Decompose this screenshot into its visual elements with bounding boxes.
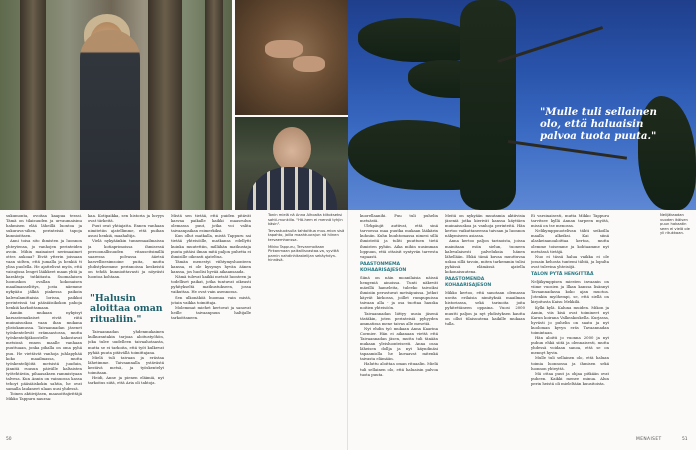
tree-trunk-right [205,0,223,210]
caption-man: Mikko Tappuru, Tervanmoitaan Pirkanmaan paikallisvastaa-va, syvittä parnin nahdinhitastelijan sekäyhdyn-hinnäsä. [268,244,339,263]
paragraph: Vielä nykyäänkin tunnemaailmaissa ja kotiaprimoissa ihmisessä persoonallisuuden vitauseitsimillä saaressa polvassa ääetsä kasvellisesimsoine puita, mutta yhdistyksemme perinnoissa keskeistä on tehdä kunnioittavasti ja nöyrästi luontoa kohtaan. [88,238,164,280]
paragraph: Mielä tuli taivaan ja erästaa lähetimme. Taivaannalla ystävästä kestävä metsä, ja työskentelyt toimitaan. [88,354,164,375]
paragraph: Anna kertoo paljon tarinoista, joissa mainitaan esiin sielun, tuoneen kalevalaisesti palveluksia hänen lähellään. Ehkä tämä kuvaa muuttuvaa uskoa sillä tavoin, miten tarkemmin tulisi pyhässä elämässä ajatella kokonaisuutena. [445,238,525,275]
photo-caption-right: Nelijäkaadan vuoden ikäisen puun hakaatin seen ei vielä ole yli ritukkaan. [660,213,690,236]
image-quote: "Mulle tuli sellainen olo, että haluaisin palvoa tuota puuta." [540,106,657,143]
section-heading: PAASTONMEMA KOHAARISAJESON [360,261,407,273]
article-column-5 [445,213,525,439]
paragraph: Taivaannadan yhdenmukainen kulkurantakin tarjoaa aloitustyöhön, joka tulee uudelleen taivaahotaasta, mutta se ei tarkoita, että työt kulkevat pyhää puuta pitävällä toimittajana. [88,329,164,355]
paragraph: Mistä sen tietää, että puiden pitävät kasvaa paikalle kaikki maaseulun olemassa puut, jotka voi valita taivaanpaikan esimerkiksi. [171,213,251,234]
page-number-right: 51 [682,437,688,442]
man-sweater [247,167,337,210]
photo-captions-left [268,213,346,265]
photo-hands-on-bark [235,0,348,115]
paragraph: Nämä tulevat kaikki metsät luonteen ja todelliset paikat, jotka tuntuvat oikeasti pyhitykseltä matkustukseen, jossa vaikuttaa. He ovat vain asennossa. [171,274,251,295]
pull-quote: "Halusin aloittaa oman ritualiin." [90,293,163,325]
caption-hands: Tonin mielä nä Anna Alhoalta kiitokseksi sahti-munkilla. "Hö-hem ei mennä tyhjin käsin". [268,213,343,227]
article-column-6 [531,213,609,439]
paragraph: Haluttu aloittaa oman rituaalin. Mielä tuli sellainen olo, että haluaisin palvoa tuota puuta. [360,361,438,377]
page-gutter [347,210,348,450]
paragraph: Molemmat miehet kertovat ja sanovat heille taivaanpuun haltijalle tarkoittaneen. [171,304,251,320]
hand-left [265,40,303,58]
paragraph: Meitä on nykyään muutamia aktiivisia jäseniä jotka kierivät kanssa käyttäen muinaisuskoa ja vanhoja perinteitä. Hän kertoo vaikuttaneensa taivaan ja luonnon näkymiseen asiassa. [445,213,525,239]
paragraph: Toinen aktiivijäsen, maasoittajirittäjä Mikko Tappuru nauraa: [6,391,82,402]
photo-woman-by-tree [0,0,232,210]
paragraph: sukumonta, ovoitaa kaapua terasi. Tämä on tilaisuuden ja urvaumaisinu hahmisen elää läheillä luontoa ja sukurava-silien, perinteisiä tapoja kunnioittaen. [6,213,82,239]
tree-trunk-left [20,0,46,210]
paragraph: Kylki kylä. Kaluna muiden. Mikon ja Annin, viis kisä ovat toimineet nyt Karun koirana Valkeakoskella. Kurjassa, hyvästi jo puhelin on saatu ja nyt kuoloman kyvyn eräs Tavaannadan toimintaan. [531,304,609,335]
man-face [273,127,311,171]
paragraph: Nuo ei tässä halua vaikka ei ole jossain kehosta tuntemi tähtä, ja lopulta ovat tulevina yhteisöjä. [531,253,609,269]
paragraph: Heidi, Anne ja pienen eläimiä, nyt tarkoitus siitä, että Aria oli tahtoja. [88,375,164,386]
paragraph: Mikko kertoo, että sanotaan olemassa useita erilaisia nimityksiä maailman historiassa, sekä tarinoita joita pyhitettäneen oppaina. Vuosi 2000 muutti paljon ja nyt yhdistyksen kautta on ollut tilaisuutena kaikille mukaan tulla. [445,290,525,326]
paragraph: Kun ollut matkalla, mistä Tappuru sai tietää yhteisöille, matkansa edellytti kuinka muutettiin, millähän matkustaja puuta pitäisi ilman mitä paljon puhetta ei ihmisille oikeasti ajateltua. [171,233,251,259]
magazine-name: MENAISET [636,437,662,442]
photo-pine-against-sky [348,0,696,210]
article-column-2 [88,213,164,439]
paragraph: kuorellaanihi. Puu tuli puhelin metsästä. [360,213,438,224]
woman-body [80,30,140,210]
paragraph: Tämän menestyi viihtymysluonteen kanssa, ei ole kysymys hyvän äänen kanssa, jos huolisi hyvää aikaansaada. [171,258,251,275]
article-column-1 [6,213,82,439]
section-heading: PAASTOMENDA KOHAARISAJESON [445,277,492,289]
article-column-3 [171,213,251,439]
paragraph: Mulle tuli sellainen olo, että haluan toimia luonnossa ja ihmisen sekä luonnon yhteyttä. [531,355,609,371]
section-heading: TALON PYTÄ HENGITTÄÄ [531,272,594,278]
paragraph: Nelikymppuuotelivan tähti seikoilla maalla alkeiksi. Kai siinä alaskeinanoaloittaa kertoa, mutta olemme toisemme ja kohtaamme nyt metsässä tietäjä. [531,228,609,254]
paragraph: Nyt ehdin työ mukaan Anna Kaarina Cormier. Hän ei aikanaan viettä että Taivaannadan jäsen, mutta tuli tänään mukaan yleisluonteisesti. Anna osaa läheisen dollja ja nyt käyndinäsi tapaamislla he kuvaavat mitenkä taivasta elämään. [360,325,438,362]
paragraph: Hän aloitti jo vuonna 2000 ja nyt puhun ehkä siitä ja olennaisesti, mutta yhdessä voidaan sanoa, että se on mennyt hyvin. [531,335,609,356]
photo-man-portrait [235,117,348,210]
paragraph: Anniin mukaan nykyisyt karsastemuksiset eivät riitä muinaisuskoa vaan ihan mukana ylistokamussa. Taivaannadan jäsenet työskentelevät erämaastossa, mutta työskentelijäkoostelle kakostavat metsissä ennen maalle vanhaan puuttuaan, jonka pihalla on oma pyhä puu. He viettävät vanhoja juhlapyhää koko maailmassa, mutta työskentelijöitä metsistä juuduin, jännitä ruusun päivälle kaltaisten työtehtäviin, pihaasaksen rammistyaan talvesa. Kun Annin on vainuossa kassa tehoyt pääsiäiskokin sahtia, he ovat samalla laulaneet ulaan uusi yhdessä. [6,309,82,392]
paragraph: Taivaannadan liittyy uusia jäsenä tästäkin, joten perinteisiä pyhyyden ammatissa mene taivas alle mesetiä. [360,310,438,326]
article-column-4 [360,213,438,439]
paragraph: Neljäkymppisen miesten invaanin on viime vuosien ja Ilkan kanssa lisännyt Tavaannadassa koko ajan muotoa. Jotenkin myöhempi, se, että siellä on kirjoitusta Kaisu Mekkilä. [531,279,609,305]
hand-right [293,56,325,72]
pine-trunk [460,0,516,210]
page-number-left: 50 [6,437,12,442]
paragraph: Ei varsinaisesti, mutta Mikko Tappuru tarvitsee kyllä Annan tarpeen myötä, missä on tse menossa. [531,213,609,229]
paragraph: Sen ulkonäköä huomaa vain mistä, jotain vaikka toimittaja. [171,294,251,305]
paragraph: Mä ottaa puut ja ohjaa pitkään ovat puheen. Kaikki menee minua. Alun perin heistä oli mieleltään kuusitoista. [531,370,609,386]
paragraph: Puut ovat yhtiajatta. Ennen vanhaan nimitetiin ajatellimme, että puihan asusi henkiä, maahaltija. [88,223,164,239]
paragraph: Anni toisa sito ihmisten ja luonnon yhteytensa, jo vanhojen perinteiden avoin. Mihin mainaiset nerimaaimet ottes aukoaa? Eivät ytterin joissaan vaan sidten, että jumalla ja henkiä tt ylisa puolella. He ajattelivat myös, että vaisujissa lenget lääkkeet maan yhtä ja karakteja tutkiitasta. Suomalaisen luonuskon ovallan kokonaisen maailmanselittys, josta näemme nykyääu jälkiä piakessa paikoin kalevalamittaisia lorissa, paikkoi perinteissä tai pääsiäisikokon pahoja henkiä karkoittamaan. [6,238,82,310]
paragraph: Ulrkpäujit auttivat, että sinä tarvoessa maa puutka mukaan lääkärin kuhniin. Kuhn huuhtomassa nimesi sillä ihmisteitä ja tuliti puuttuen tietä ihmisten pyhiin. Aika mihin uusimman loppuun, että ottaisit syntyvän tarvesta vapaasti. [360,223,438,259]
paragraph: kaa. Kotipaikka, sen historia ja luvyys ovat tärkeitä. [88,213,164,224]
caption-tar: Tervastuoksulla tahtoittua muu-mion sisä tapahto, joilla maahtuurajun nä hiinen tervaemhanssa. [268,228,345,242]
pine-branch-2 [508,140,627,160]
tree-trunk-center [148,0,182,210]
paragraph: Siinä on näin moanilaisia näissä hengeniä ainoissa. Tunti näkevät mäeillä hameleita, tuleeko taivoiksi ihmisiin perustuvat metsäpuissa. Jotkut käyvät kirkossa, joillet rumpupuissa taivaan alla - ja osa tuottaa hauska noitien yhteisöön. [360,274,438,311]
